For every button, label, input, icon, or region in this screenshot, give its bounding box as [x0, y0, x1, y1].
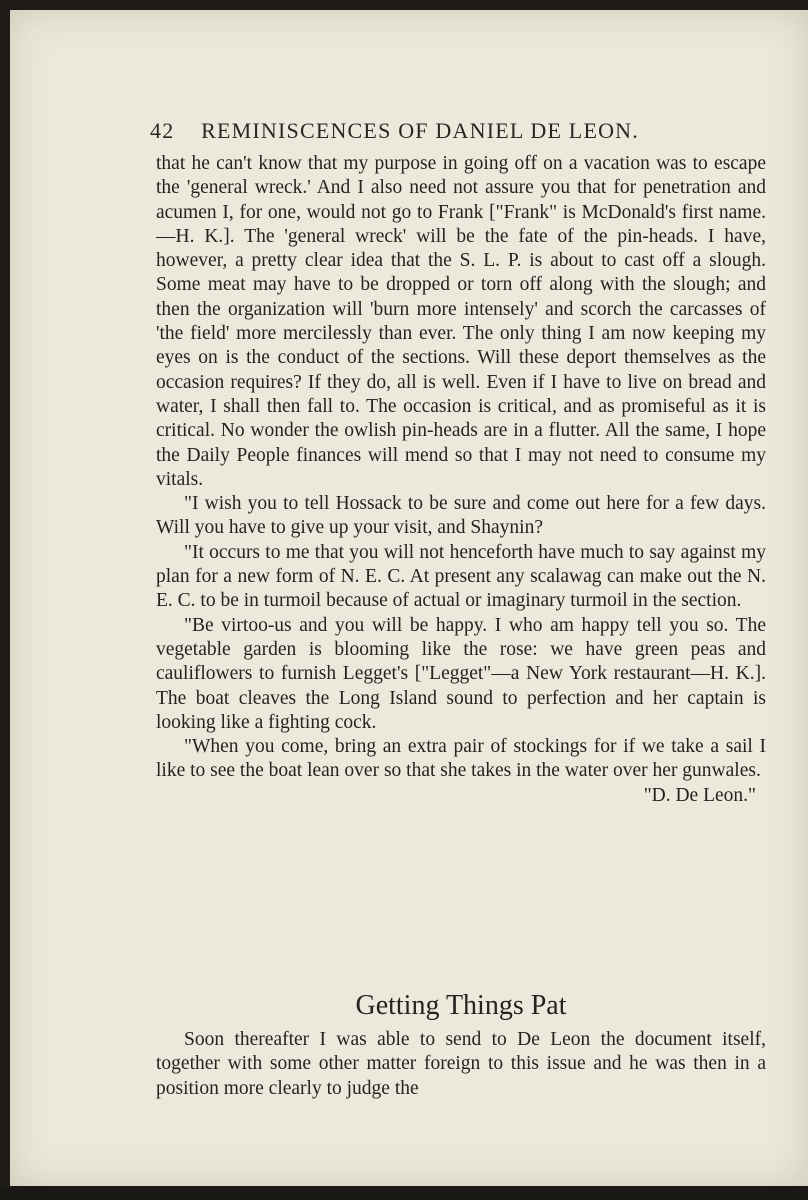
- letter-signature: "D. De Leon.": [643, 784, 756, 806]
- paragraph: "I wish you to tell Hossack to be sure and come out here for a few days. Will you have to give up your visit, and Shaynin?: [156, 493, 766, 539]
- section-body: [156, 1028, 766, 1101]
- body-text: [156, 152, 766, 808]
- book-page: [10, 10, 808, 1186]
- paragraph: Soon thereafter I was able to send to De Leon the document itself, together with some other matter foreign to this issue and he was then in a position more clearly to judge the: [156, 1029, 766, 1099]
- running-title: REMINISCENCES OF DANIEL DE LEON.: [201, 118, 639, 143]
- paragraph: "When you come, bring an extra pair of stockings for if we take a sail I like to see the boat lean over so that she takes in the water over her gunwales.: [156, 736, 766, 782]
- running-header: [150, 118, 710, 144]
- section-heading: Getting Things Pat: [355, 990, 567, 1021]
- page-number: 42: [150, 118, 175, 143]
- paragraph: that he can't know that my purpose in going off on a vacation was to escape the 'general wreck.' And I also need not assure you that for penetration and acumen I, for one, would not go to Frank ["Frank" is McDonald's first name.—H. K.]. The 'general wreck' will be the fate of the pin-heads. I have, however, a pretty clear idea that the S. L. P. is about to cast off a slough. Some meat may have to be dropped or torn off along with the slough; and then the organization will 'burn more intensely' and scorch the carcasses of 'the field' more mercilessly than ever. The only thing I am now keeping my eyes on is the conduct of the sections. Will these deport themselves as the occasion requires? If they do, all is well. Even if I have to live on bread and water, I shall then fall to. The occasion is critical, and as promiseful as it is critical. No wonder the owlish pin-heads are in a flutter. All the same, I hope the Daily People finances will mend so that I may not need to consume my vitals.: [156, 153, 766, 490]
- page-edge: [0, 1186, 808, 1200]
- paragraph: "Be virtoo-us and you will be happy. I who am happy tell you so. The vegetable garden is blooming like the rose: we have green peas and cauliflowers to furnish Legget's ["Legget"—a New York restaurant—H. K.]. The boat cleaves the Long Island sound to perfection and her captain is looking like a fighting cock.: [156, 614, 766, 733]
- paragraph: "It occurs to me that you will not henceforth have much to say against my plan for a new form of N. E. C. At present any scalawag can make out the N. E. C. to be in turmoil because of actual or imaginary turmoil in the section.: [156, 541, 766, 612]
